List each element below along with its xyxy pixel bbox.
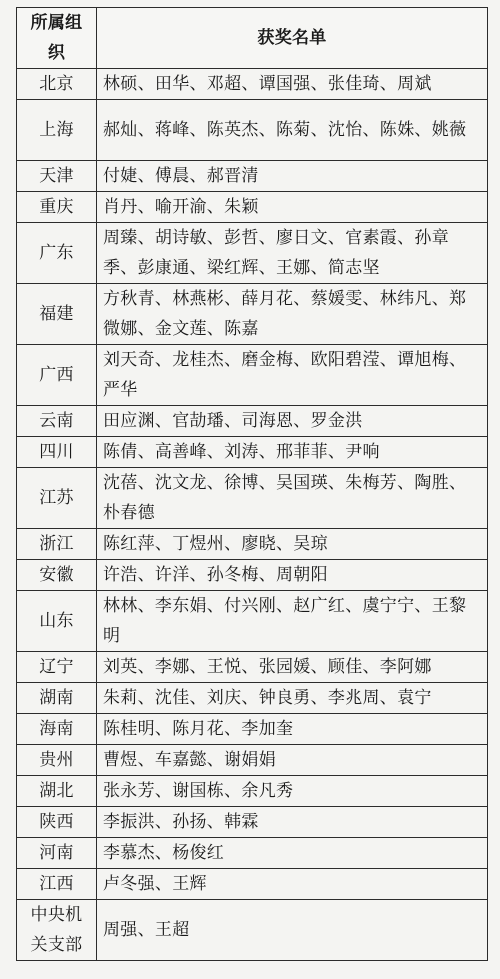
names-cell: 周臻、胡诗敏、彭哲、廖日文、官素霞、孙章季、彭康通、梁红辉、王娜、简志坚 bbox=[97, 223, 488, 284]
table-row bbox=[17, 652, 488, 683]
table-row bbox=[17, 560, 488, 591]
org-cell: 重庆 bbox=[17, 192, 97, 223]
org-cell: 湖南 bbox=[17, 683, 97, 714]
org-cell: 广东 bbox=[17, 223, 97, 284]
names-cell: 许浩、许洋、孙冬梅、周朝阳 bbox=[97, 560, 488, 591]
table-row bbox=[17, 437, 488, 468]
table-row bbox=[17, 714, 488, 745]
names-cell: 刘天奇、龙桂杰、磨金梅、欧阳碧滢、谭旭梅、严华 bbox=[97, 345, 488, 406]
table-row bbox=[17, 683, 488, 714]
table-row bbox=[17, 345, 488, 406]
org-cell: 浙江 bbox=[17, 529, 97, 560]
names-cell: 陈红萍、丁煜州、廖晓、吴琼 bbox=[97, 529, 488, 560]
table-row bbox=[17, 100, 488, 161]
org-cell: 海南 bbox=[17, 714, 97, 745]
names-cell: 周强、王超 bbox=[97, 900, 488, 961]
table-row bbox=[17, 161, 488, 192]
table-row bbox=[17, 192, 488, 223]
awards-table bbox=[16, 7, 488, 961]
names-cell: 田应渊、官劼璠、司海恩、罗金洪 bbox=[97, 406, 488, 437]
names-cell: 林硕、田华、邓超、谭国强、张佳琦、周斌 bbox=[97, 69, 488, 100]
table-row bbox=[17, 529, 488, 560]
table-row bbox=[17, 406, 488, 437]
org-cell: 天津 bbox=[17, 161, 97, 192]
names-cell: 林林、李东娟、付兴刚、赵广红、虞宁宁、王黎明 bbox=[97, 591, 488, 652]
names-cell: 曹煜、车嘉懿、谢娟娟 bbox=[97, 745, 488, 776]
names-cell: 沈蓓、沈文龙、徐博、吴国瑛、朱梅芳、陶胜、朴春德 bbox=[97, 468, 488, 529]
names-cell: 李慕杰、杨俊红 bbox=[97, 838, 488, 869]
org-cell: 中央机关支部 bbox=[17, 900, 97, 961]
org-cell: 湖北 bbox=[17, 776, 97, 807]
table-row bbox=[17, 468, 488, 529]
org-cell: 河南 bbox=[17, 838, 97, 869]
org-cell: 福建 bbox=[17, 284, 97, 345]
names-cell: 李振洪、孙扬、韩霖 bbox=[97, 807, 488, 838]
org-cell: 上海 bbox=[17, 100, 97, 161]
table-row bbox=[17, 776, 488, 807]
names-cell: 张永芳、谢国栋、余凡秀 bbox=[97, 776, 488, 807]
table-row bbox=[17, 284, 488, 345]
names-cell: 郝灿、蒋峰、陈英杰、陈菊、沈怡、陈姝、姚薇 bbox=[97, 100, 488, 161]
table-header-row bbox=[17, 8, 488, 69]
org-cell: 陕西 bbox=[17, 807, 97, 838]
org-cell: 辽宁 bbox=[17, 652, 97, 683]
table-row bbox=[17, 807, 488, 838]
names-cell: 陈桂明、陈月花、李加奎 bbox=[97, 714, 488, 745]
names-cell: 陈倩、高善峰、刘涛、邢菲菲、尹响 bbox=[97, 437, 488, 468]
org-cell: 山东 bbox=[17, 591, 97, 652]
org-cell: 云南 bbox=[17, 406, 97, 437]
table-row bbox=[17, 223, 488, 284]
table-row bbox=[17, 838, 488, 869]
header-org: 所属组织 bbox=[17, 8, 97, 69]
table-row bbox=[17, 591, 488, 652]
org-cell: 江苏 bbox=[17, 468, 97, 529]
names-cell: 付婕、傅晨、郝晋清 bbox=[97, 161, 488, 192]
org-cell: 贵州 bbox=[17, 745, 97, 776]
table-body bbox=[17, 69, 488, 961]
table-row bbox=[17, 900, 488, 961]
org-cell: 北京 bbox=[17, 69, 97, 100]
table-row bbox=[17, 869, 488, 900]
org-cell: 安徽 bbox=[17, 560, 97, 591]
names-cell: 卢冬强、王辉 bbox=[97, 869, 488, 900]
org-cell: 四川 bbox=[17, 437, 97, 468]
org-cell: 广西 bbox=[17, 345, 97, 406]
table-row bbox=[17, 69, 488, 100]
names-cell: 刘英、李娜、王悦、张园媛、顾佳、李阿娜 bbox=[97, 652, 488, 683]
org-cell: 江西 bbox=[17, 869, 97, 900]
names-cell: 方秋青、林燕彬、薛月花、蔡媛雯、林纬凡、郑微娜、金文莲、陈嘉 bbox=[97, 284, 488, 345]
header-names: 获奖名单 bbox=[97, 8, 488, 69]
names-cell: 肖丹、喻开渝、朱颖 bbox=[97, 192, 488, 223]
table-row bbox=[17, 745, 488, 776]
names-cell: 朱莉、沈佳、刘庆、钟良勇、李兆周、袁宁 bbox=[97, 683, 488, 714]
